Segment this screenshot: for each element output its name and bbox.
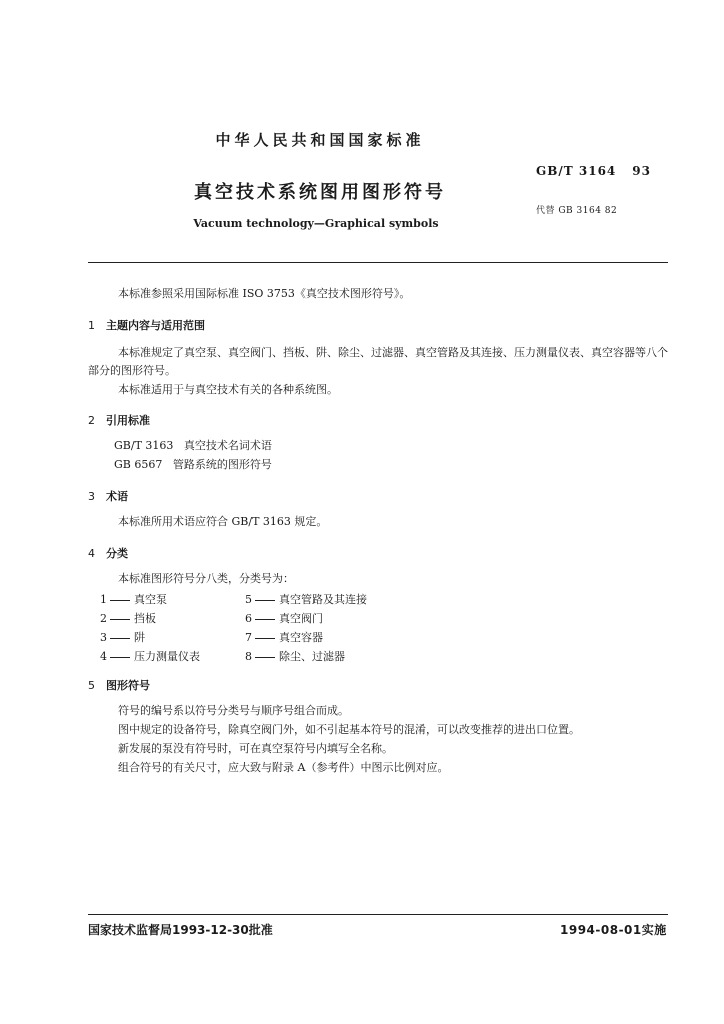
- category-label: 压力测量仪表: [134, 650, 200, 663]
- category-item: [245, 647, 390, 666]
- category-list: [100, 590, 440, 666]
- document-title-en: Vacuum technology—Graphical symbols: [193, 217, 439, 230]
- category-number: 4: [100, 650, 107, 663]
- header-divider: [88, 262, 668, 263]
- approval-date: 国家技术监督局1993-12-30批准: [88, 923, 273, 937]
- dash-separator: [255, 619, 275, 620]
- category-label: 真空容器: [279, 631, 323, 644]
- category-item: [245, 609, 390, 628]
- standard-number-year: 93: [632, 164, 651, 178]
- category-item: [100, 609, 245, 628]
- section-heading-2: [88, 412, 150, 428]
- section-heading-3: [88, 488, 128, 504]
- section-number: 1: [88, 319, 95, 332]
- category-label: 真空阀门: [279, 612, 323, 625]
- reference-standard-2: GB 6567 管路系统的图形符号: [114, 458, 272, 471]
- category-item: [245, 628, 390, 647]
- section-heading-4: [88, 545, 128, 561]
- section-title: 术语: [106, 490, 128, 503]
- category-row: [100, 590, 440, 609]
- section-title: 主题内容与适用范围: [106, 319, 205, 332]
- category-number: 1: [100, 593, 107, 606]
- reference-standard-1: GB/T 3163 真空技术名词术语: [114, 439, 272, 452]
- category-number: 5: [245, 593, 252, 606]
- dash-separator: [110, 657, 130, 658]
- category-number: 8: [245, 650, 252, 663]
- section-1-paragraph-2: 本标准适用于与真空技术有关的各种系统图。: [118, 383, 338, 396]
- dash-separator: [255, 600, 275, 601]
- section-number: 4: [88, 547, 95, 560]
- category-number: 2: [100, 612, 107, 625]
- dash-separator: [110, 638, 130, 639]
- category-label: 真空泵: [134, 593, 167, 606]
- category-item: [100, 628, 245, 647]
- section-4-paragraph: 本标准图形符号分八类，分类号为：: [118, 572, 294, 585]
- category-row: [100, 628, 440, 647]
- document-title-zh: 真空技术系统图用图形符号: [194, 182, 446, 203]
- section-title: 分类: [106, 547, 128, 560]
- category-item: [100, 647, 245, 666]
- standard-number: [536, 164, 651, 178]
- intro-paragraph: 本标准参照采用国际标准 ISO 3753《真空技术图形符号》。: [118, 287, 411, 300]
- footer-divider: [88, 914, 668, 915]
- dash-separator: [255, 638, 275, 639]
- category-label: 阱: [134, 631, 145, 644]
- category-label: 挡板: [134, 612, 156, 625]
- category-number: 6: [245, 612, 252, 625]
- category-label: 除尘、过滤器: [279, 650, 345, 663]
- category-item: [100, 590, 245, 609]
- effective-date: 1994-08-01实施: [560, 923, 667, 937]
- category-row: [100, 647, 440, 666]
- section-heading-1: [88, 317, 205, 333]
- section-3-paragraph: 本标准所用术语应符合 GB/T 3163 规定。: [118, 515, 328, 528]
- national-standard-heading: 中华人民共和国国家标准: [215, 131, 425, 149]
- section-number: 2: [88, 414, 95, 427]
- section-heading-5: [88, 677, 150, 693]
- category-label: 真空管路及其连接: [279, 593, 367, 606]
- section-5-paragraph-3: 新发展的泵没有符号时，可在真空泵符号内填写全名称。: [118, 742, 393, 755]
- section-5-paragraph-2: 图中规定的设备符号，除真空阀门外，如不引起基本符号的混淆，可以改变推荐的进出口位置。: [118, 723, 580, 736]
- category-item: [245, 590, 390, 609]
- section-title: 引用标准: [106, 414, 150, 427]
- section-1-paragraph-1: 本标准规定了真空泵、真空阀门、挡板、阱、除尘、过滤器、真空管路及其连接、压力测量仪表、真空容器等八个部分的图形符号。: [88, 346, 668, 377]
- dash-separator: [110, 600, 130, 601]
- category-number: 7: [245, 631, 252, 644]
- section-title: 图形符号: [106, 679, 150, 692]
- section-5-paragraph-1: 符号的编号系以符号分类号与顺序号组合而成。: [118, 704, 349, 717]
- category-row: [100, 609, 440, 628]
- dash-separator: [110, 619, 130, 620]
- dash-separator: [255, 657, 275, 658]
- section-5-paragraph-4: 组合符号的有关尺寸，应大致与附录 A（参考件）中图示比例对应。: [118, 761, 449, 774]
- section-number: 3: [88, 490, 95, 503]
- standard-number-code: GB/T 3164: [536, 164, 617, 178]
- category-number: 3: [100, 631, 107, 644]
- replaces-standard: 代替 GB 3164 82: [536, 206, 618, 216]
- section-number: 5: [88, 679, 95, 692]
